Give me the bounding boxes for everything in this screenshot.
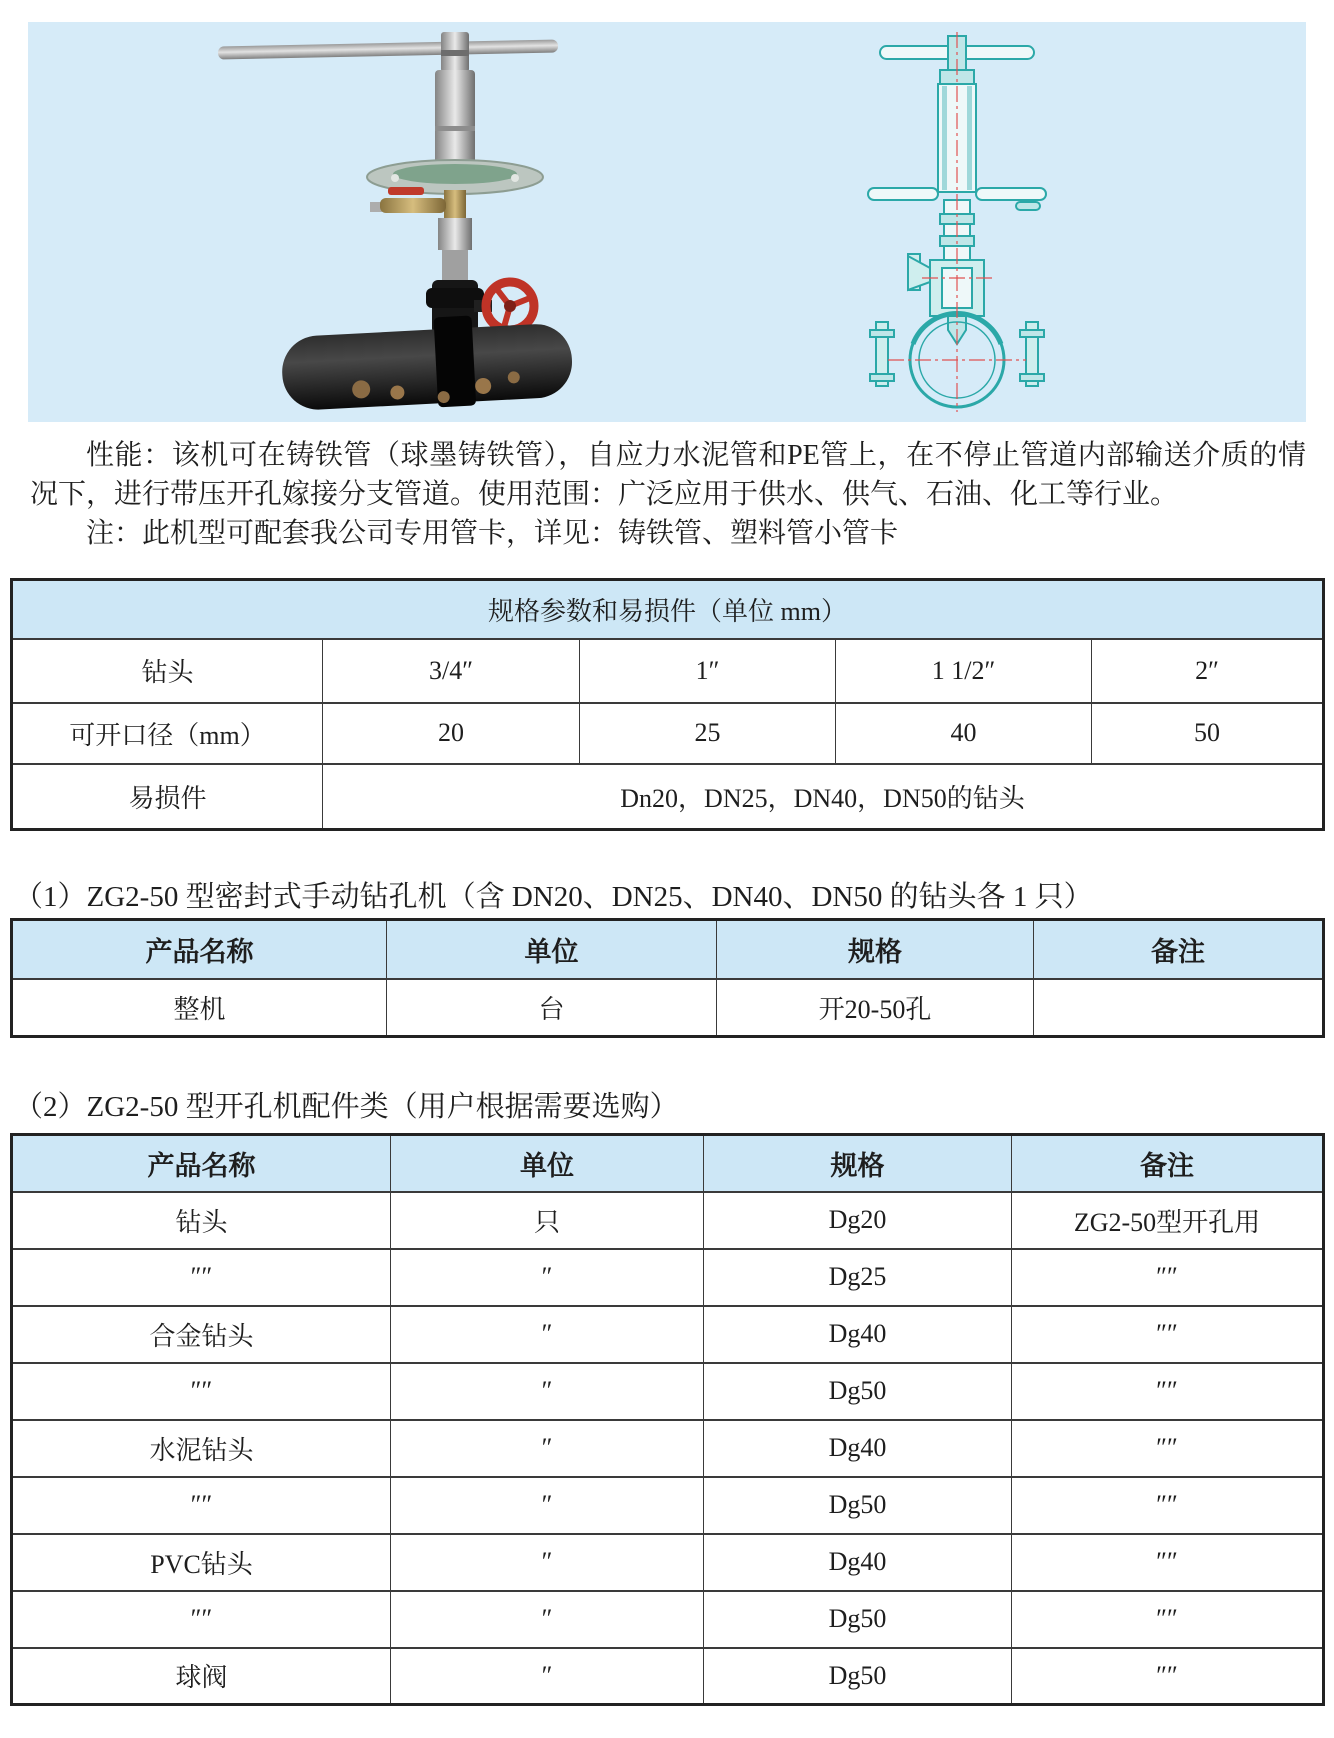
cell-remark: ″″ [1012, 1306, 1324, 1363]
spec-span-cell: Dn20，DN25，DN40，DN50的钻头 [323, 764, 1324, 830]
table-row [12, 979, 1324, 1037]
machine-table [10, 918, 1325, 1038]
performance-description: 性能：该机可在铸铁管（球墨铸铁管），自应力水泥管和PE管上，在不停止管道内部输送介质的情况下，进行带压开孔嫁接分支管道。使用范围：广泛应用于供水、供气、石油、化工等行业。 [30, 440, 1306, 510]
drawing-valve-body [908, 254, 984, 316]
column-header: 备注 [1034, 920, 1324, 979]
cell-spec: 开20-50孔 [717, 979, 1034, 1037]
column-header: 规格 [704, 1135, 1012, 1192]
table-row [12, 1192, 1324, 1249]
column-header: 单位 [391, 1135, 704, 1192]
cell-remark: ″″ [1012, 1591, 1324, 1648]
cell-product: 整机 [12, 979, 387, 1037]
cell-unit: ″ [391, 1534, 704, 1591]
spec-table-title: 规格参数和易损件（单位 mm） [12, 580, 1324, 639]
parts-table [10, 1133, 1325, 1706]
t-handle [218, 32, 558, 72]
cell-unit: ″ [391, 1306, 704, 1363]
table-row [12, 1420, 1324, 1477]
cell-unit: ″ [391, 1420, 704, 1477]
cell-spec: Dg50 [704, 1477, 1012, 1534]
spec-table [10, 578, 1325, 831]
cell-product: 球阀 [12, 1648, 391, 1705]
cell-spec: Dg20 [704, 1192, 1012, 1249]
spec-cell: 20 [323, 703, 580, 764]
cell-spec: Dg50 [704, 1363, 1012, 1420]
cell-product: ″″ [12, 1477, 391, 1534]
cell-spec: Dg25 [704, 1249, 1012, 1306]
drawing-centerlines [888, 32, 1026, 412]
cell-product: ″″ [12, 1249, 391, 1306]
cell-remark: ″″ [1012, 1648, 1324, 1705]
spec-cell: 2″ [1092, 639, 1324, 703]
column-header: 备注 [1012, 1135, 1324, 1192]
cell-remark: ZG2-50型开孔用 [1012, 1192, 1324, 1249]
spec-cell: 50 [1092, 703, 1324, 764]
spec-cell: 40 [836, 703, 1092, 764]
cell-spec: Dg50 [704, 1648, 1012, 1705]
cell-unit: 台 [387, 979, 717, 1037]
section2-heading: （2）ZG2-50 型开孔机配件类（用户根据需要选购） [14, 1091, 679, 1123]
table-row [12, 1306, 1324, 1363]
table-row [12, 1648, 1324, 1705]
cell-remark [1034, 979, 1324, 1037]
spec-cell: 1″ [580, 639, 836, 703]
red-handwheel [486, 282, 534, 330]
spec-cell: 3/4″ [323, 639, 580, 703]
cell-unit: ″ [391, 1477, 704, 1534]
column-header: 单位 [387, 920, 717, 979]
cell-product: ″″ [12, 1591, 391, 1648]
spec-row-label: 易损件 [12, 764, 323, 830]
column-header: 产品名称 [12, 920, 387, 979]
cast-iron-pipe [280, 310, 574, 415]
spec-cell: 1 1/2″ [836, 639, 1092, 703]
spec-row-label: 钻头 [12, 639, 323, 703]
note-line: 注：此机型可配套我公司专用管卡，详见：铸铁管、塑料管小管卡 [86, 518, 899, 549]
column-header: 规格 [717, 920, 1034, 979]
cell-spec: Dg40 [704, 1534, 1012, 1591]
spec-cell: 25 [580, 703, 836, 764]
table-row [12, 1591, 1324, 1648]
cell-remark: ″″ [1012, 1420, 1324, 1477]
cell-spec: Dg40 [704, 1420, 1012, 1477]
cell-unit: ″ [391, 1363, 704, 1420]
cell-remark: ″″ [1012, 1534, 1324, 1591]
cell-unit: 只 [391, 1192, 704, 1249]
spec-row-label: 可开口径（mm） [12, 703, 323, 764]
cell-unit: ″ [391, 1648, 704, 1705]
table-row [12, 1249, 1324, 1306]
cell-unit: ″ [391, 1591, 704, 1648]
section1-heading: （1）ZG2-50 型密封式手动钻孔机（含 DN20、DN25、DN40、DN50 的钻头各 1 只） [14, 881, 1093, 913]
column-header: 产品名称 [12, 1135, 391, 1192]
table-row [12, 1363, 1324, 1420]
drilling-machine-photo [210, 30, 580, 415]
table-row [12, 1534, 1324, 1591]
table-row [12, 1477, 1324, 1534]
cell-product: 水泥钻头 [12, 1420, 391, 1477]
cell-product: ″″ [12, 1363, 391, 1420]
cell-remark: ″″ [1012, 1363, 1324, 1420]
drilling-machine-cross-section-drawing [850, 30, 1070, 415]
machine-body [367, 70, 543, 282]
cell-spec: Dg40 [704, 1306, 1012, 1363]
cell-product: 合金钻头 [12, 1306, 391, 1363]
cell-spec: Dg50 [704, 1591, 1012, 1648]
product-images-banner [28, 22, 1306, 422]
cell-unit: ″ [391, 1249, 704, 1306]
cell-remark: ″″ [1012, 1249, 1324, 1306]
cell-product: 钻头 [12, 1192, 391, 1249]
cell-remark: ″″ [1012, 1477, 1324, 1534]
cell-product: PVC钻头 [12, 1534, 391, 1591]
